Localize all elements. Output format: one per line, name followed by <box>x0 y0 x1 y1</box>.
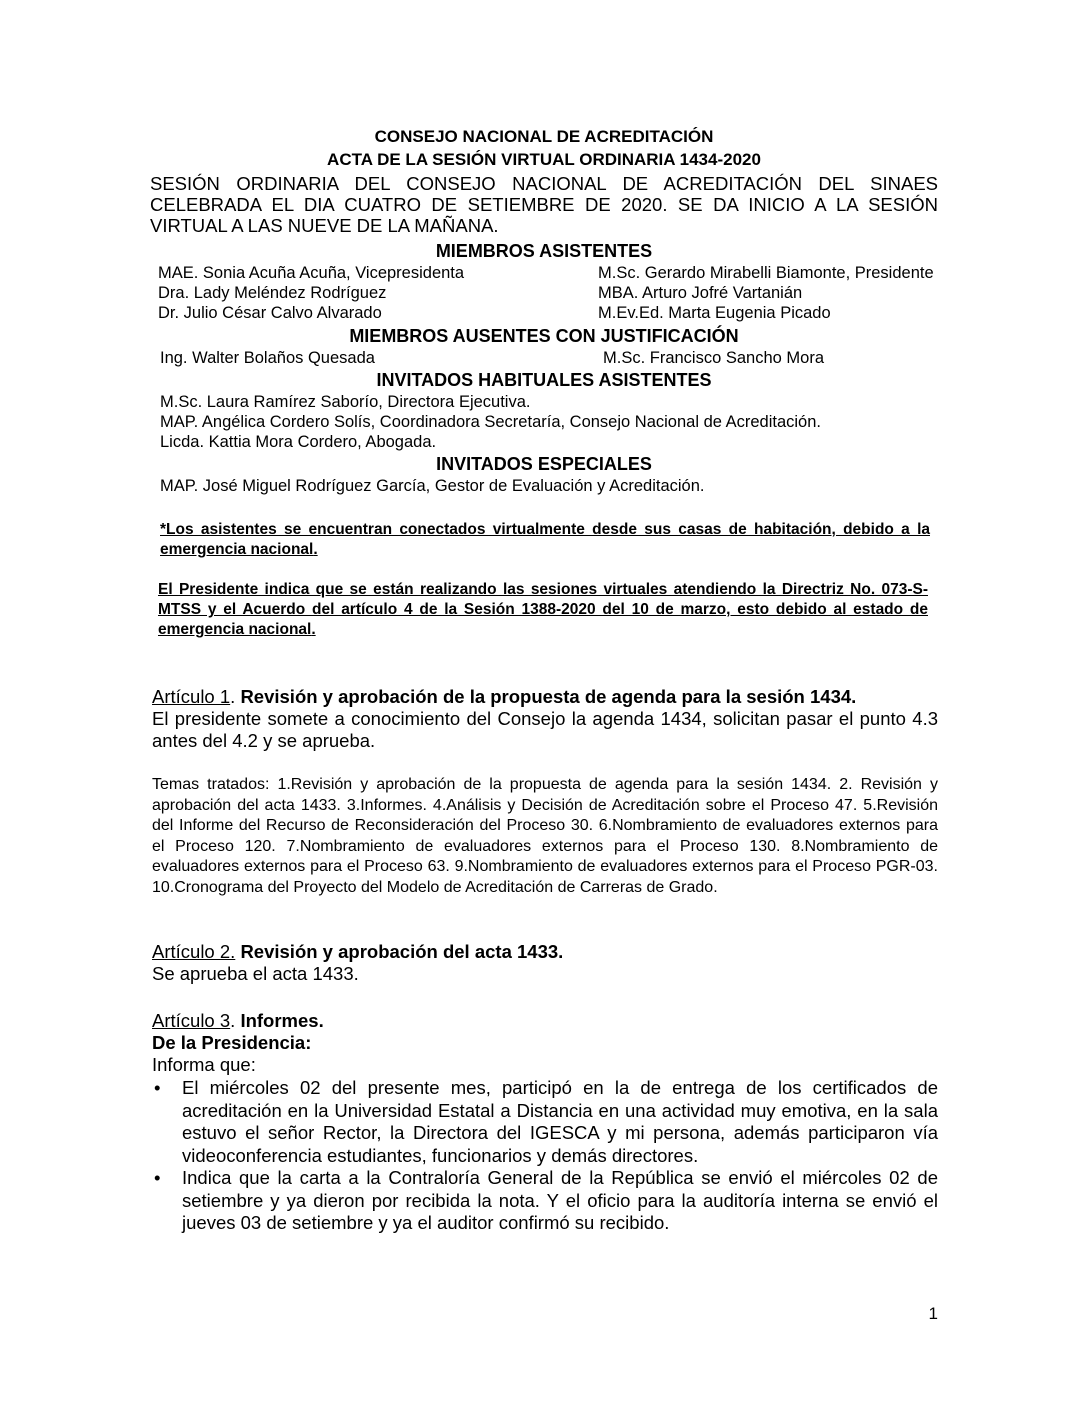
asistente-left-3: Dr. Julio César Calvo Alvarado <box>158 304 382 322</box>
article-1-text: El presidente somete a conocimiento del Consejo la agenda 1434, solicitan pasar el punto 4.3 antes del 4.2 y se aprueba. <box>152 708 938 751</box>
header-title: CONSEJO NACIONAL DE ACREDITACIÓN <box>374 127 714 146</box>
article-3-number: Artículo 3 <box>152 1010 231 1031</box>
ausente-left: Ing. Walter Bolaños Quesada <box>160 349 375 367</box>
habituales-heading: INVITADOS HABITUALES ASISTENTES <box>376 370 712 390</box>
habitual-2: MAP. Angélica Cordero Solís, Coordinadora Secretaría, Consejo Nacional de Acreditación. <box>160 413 821 431</box>
article-2-title: Artículo 2. Revisión y aprobación del acta 1433. <box>152 941 564 962</box>
ausente-right: M.Sc. Francisco Sancho Mora <box>603 349 824 367</box>
page-number: 1 <box>928 1304 938 1323</box>
bullet-icon: • <box>154 1077 161 1098</box>
note-directriz: El Presidente indica que se están realizando las sesiones virtuales atendiendo la Directriz No. 073-S-MTSS y el Acuerdo del artículo 4 de la Sesión 1388-2020 del 10 de marzo, esto debido al estado de emergencia nacional. <box>158 581 928 638</box>
article-1-number: Artículo 1 <box>152 686 231 707</box>
asistente-left-1: MAE. Sonia Acuña Acuña, Vicepresidenta <box>158 264 465 282</box>
ausentes-heading: MIEMBROS AUSENTES CON JUSTIFICACIÓN <box>349 326 739 346</box>
especiales-heading: INVITADOS ESPECIALES <box>436 454 652 474</box>
habitual-3: Licda. Kattia Mora Cordero, Abogada. <box>160 433 437 451</box>
asistente-right-1: M.Sc. Gerardo Mirabelli Biamonte, Presidente <box>598 264 934 282</box>
article-1-title: Artículo 1. Revisión y aprobación de la propuesta de agenda para la sesión 1434. <box>152 686 857 707</box>
header-subtitle: ACTA DE LA SESIÓN VIRTUAL ORDINARIA 1434-2020 <box>327 150 761 169</box>
article-3-bullet-list <box>152 1077 938 1235</box>
list-item: • Indica que la carta a la Contraloría General de la República se envió el miércoles 02 de setiembre y ya dieron por recibida la nota. Y el oficio para la auditoría interna se envió el jueves 03 de setiembre y ya el auditor confirmó su recibido. <box>154 1167 938 1233</box>
article-3-title: Artículo 3. Informes. <box>152 1010 324 1031</box>
article-3-lead: Informa que: <box>152 1054 256 1075</box>
habitual-1: M.Sc. Laura Ramírez Saborío, Directora Ejecutiva. <box>160 393 531 411</box>
especial-1: MAP. José Miguel Rodríguez García, Gestor de Evaluación y Acreditación. <box>160 477 705 495</box>
article-2-text: Se aprueba el acta 1433. <box>152 963 359 984</box>
intro-paragraph: SESIÓN ORDINARIA DEL CONSEJO NACIONAL DE ACREDITACIÓN DEL SINAES CELEBRADA EL DIA CUATRO DE SETIEMBRE DE 2020. SE DA INICIO A LA SESIÓN VIRTUAL A LAS NUEVE DE LA MAÑANA. <box>150 173 938 236</box>
list-item: • El miércoles 02 del presente mes, participó en la de entrega de los certificados de acreditación en la Universidad Estatal a Distancia en una actividad muy emotiva, en la sala estuvo el señor Rector, la Directora del IGESCA y mi persona, además participaron vía videoconferencia estudiantes, funcionarios y demás directores. <box>154 1077 938 1166</box>
article-3-subheading: De la Presidencia: <box>152 1032 312 1053</box>
article-2-number: Artículo 2. <box>152 941 236 962</box>
asistente-right-2: MBA. Arturo Jofré Vartanián <box>598 284 803 302</box>
note-virtual: *Los asistentes se encuentran conectados virtualmente desde sus casas de habitación, debido a la emergencia nacional. <box>160 521 930 558</box>
asistentes-heading: MIEMBROS ASISTENTES <box>435 241 653 261</box>
bullet-icon: • <box>154 1167 161 1188</box>
asistente-left-2: Dra. Lady Meléndez Rodríguez <box>158 284 387 302</box>
temas-tratados: Temas tratados: 1.Revisión y aprobación de la propuesta de agenda para la sesión 1434. 2. Revisión y aprobación del acta 1433. 3.Informes. 4.Análisis y Decisión de Acreditación sobre el Proceso 47. 5.Revisión del Informe del Recurso de Reconsideración del Proceso 30. 6.Nombramiento de evaluadores externos para el Proceso 120. 7.Nombramiento de evaluadores externos para el Proceso 130. 8.Nombramiento de evaluadores externos para el Proceso 63. 9.Nombramiento de evaluadores externos para el Proceso PGR-03. 10.Cronograma del Proyecto del Modelo de Acreditación de Carreras de Grado. <box>152 776 938 896</box>
asistente-right-3: M.Ev.Ed. Marta Eugenia Picado <box>598 304 831 322</box>
